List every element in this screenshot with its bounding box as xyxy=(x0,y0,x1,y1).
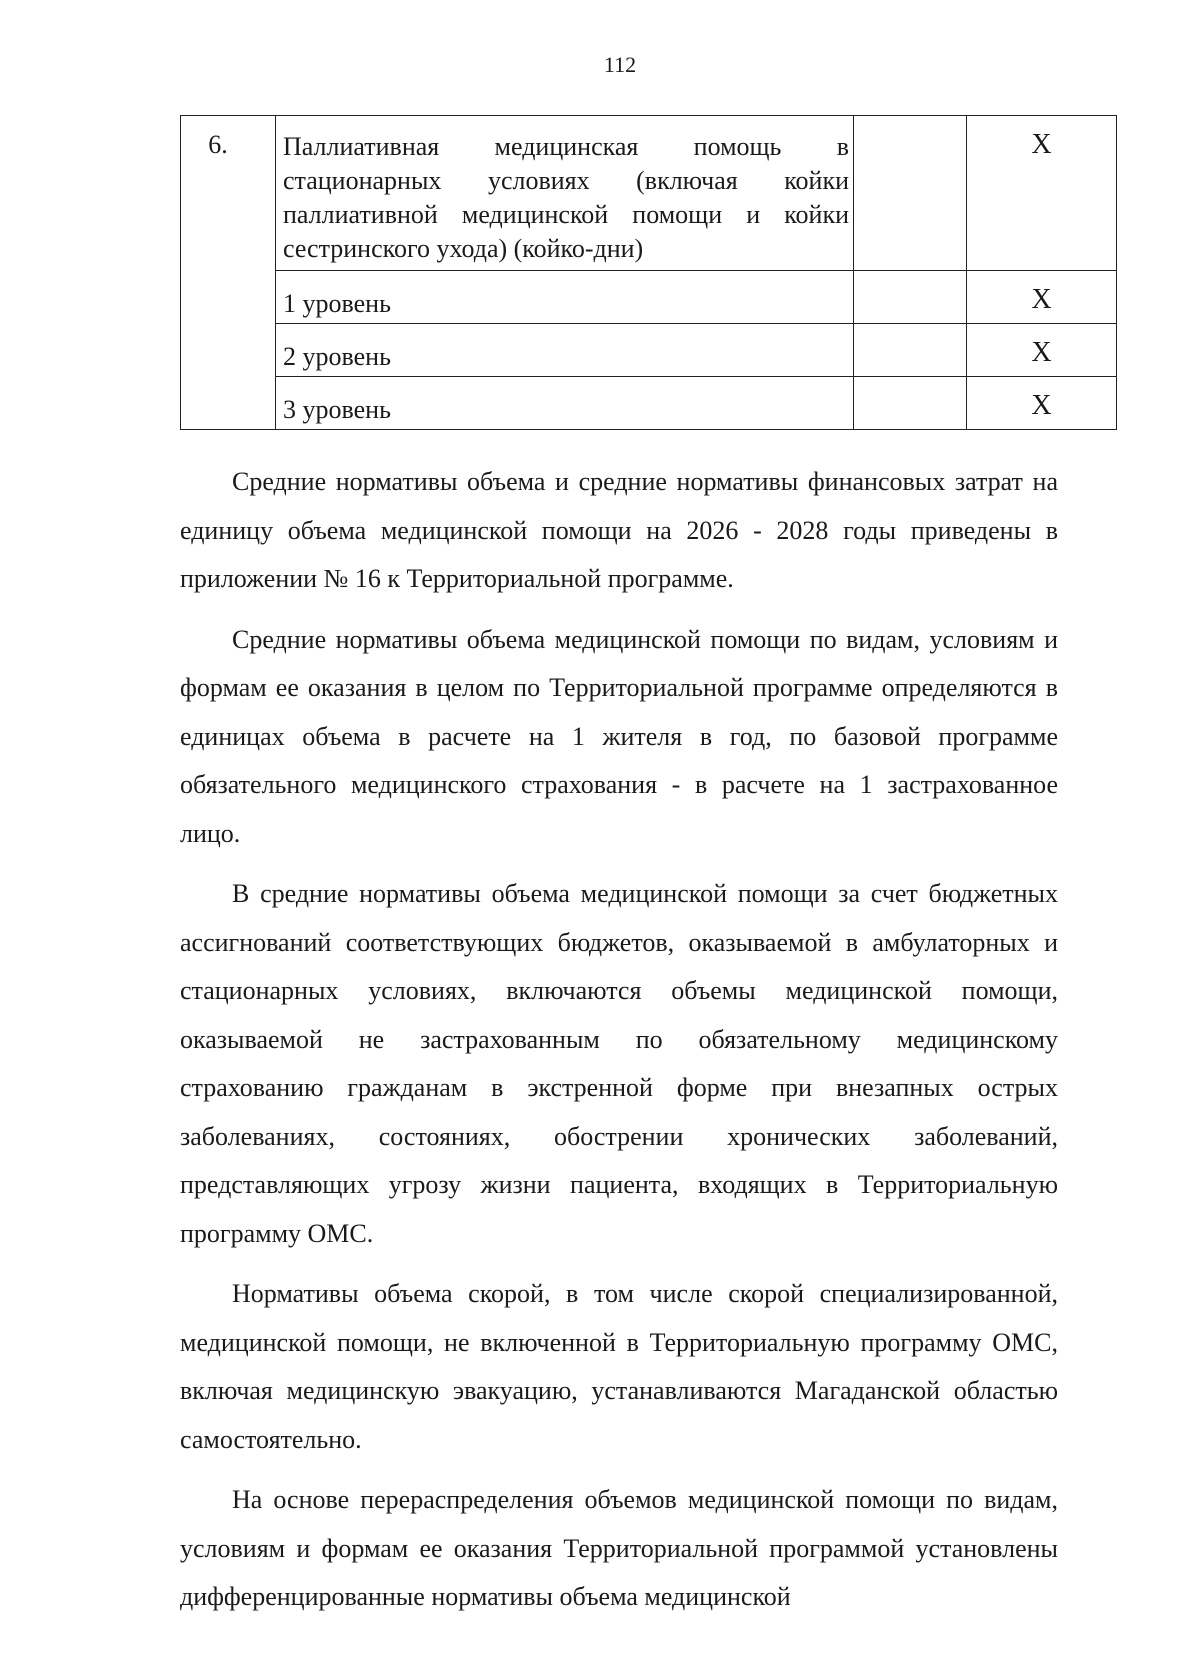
table-row xyxy=(181,324,1117,377)
paragraph: Средние нормативы объема медицинской помощи по видам, условиям и формам ее оказания в целом по Территориальной программе определяются в единицах объема в расчете на 1 жителя в год, по базовой программе обязательного медицинского страхования - в расчете на 1 застрахованное лицо. xyxy=(180,624,1058,848)
row-mark-cell: X xyxy=(967,116,1117,271)
paragraph: В средние нормативы объема медицинской помощи за счет бюджетных ассигнований соответствующих бюджетов, оказываемой в амбулаторных и стационарных условиях, включаются объемы медицинской помощи, оказываемой не застрахованным по обязательному медицинскому страхованию гражданам в экстренной форме при внезапных острых заболеваниях, состояниях, обострении хронических заболеваний, представляющих угрозу жизни пациента, входящих в Территориальную программу ОМС. xyxy=(180,879,1058,1248)
row-name-cell: Паллиативная медицинская помощь в стационарных условиях (включая койки паллиативной медицинской помощи и койки сестринского ухода) (койко-дни) xyxy=(276,116,854,271)
body-text xyxy=(180,458,1058,1634)
row-name-cell: 2 уровень xyxy=(276,324,854,377)
paragraph: Нормативы объема скорой, в том числе скорой специализированной, медицинской помощи, не включенной в Территориальную программу ОМС, включая медицинскую эвакуацию, устанавливаются Магаданской областью самостоятельно. xyxy=(180,1279,1058,1454)
paragraph: Средние нормативы объема и средние нормативы финансовых затрат на единицу объема медицинской помощи на 2026 - 2028 годы приведены в приложении № 16 к Территориальной программе. xyxy=(180,467,1058,593)
row-value-cell xyxy=(854,324,967,377)
row-name-cell: 1 уровень xyxy=(276,271,854,324)
page-number: 112 xyxy=(603,52,637,77)
row-mark-cell: X xyxy=(967,377,1117,430)
paragraph: На основе перераспределения объемов медицинской помощи по видам, условиям и формам ее оказания Территориальной программой установлены дифференцированные нормативы объема медицинской xyxy=(180,1485,1058,1611)
row-mark-cell: X xyxy=(967,271,1117,324)
row-number-cell: 6. xyxy=(181,116,276,430)
row-value-cell xyxy=(854,377,967,430)
volume-norms-table xyxy=(180,115,1117,430)
table-row xyxy=(181,271,1117,324)
table-row xyxy=(181,116,1117,271)
table-row xyxy=(181,377,1117,430)
row-mark-cell: X xyxy=(967,324,1117,377)
row-value-cell xyxy=(854,271,967,324)
row-value-cell xyxy=(854,116,967,271)
row-name-cell: 3 уровень xyxy=(276,377,854,430)
